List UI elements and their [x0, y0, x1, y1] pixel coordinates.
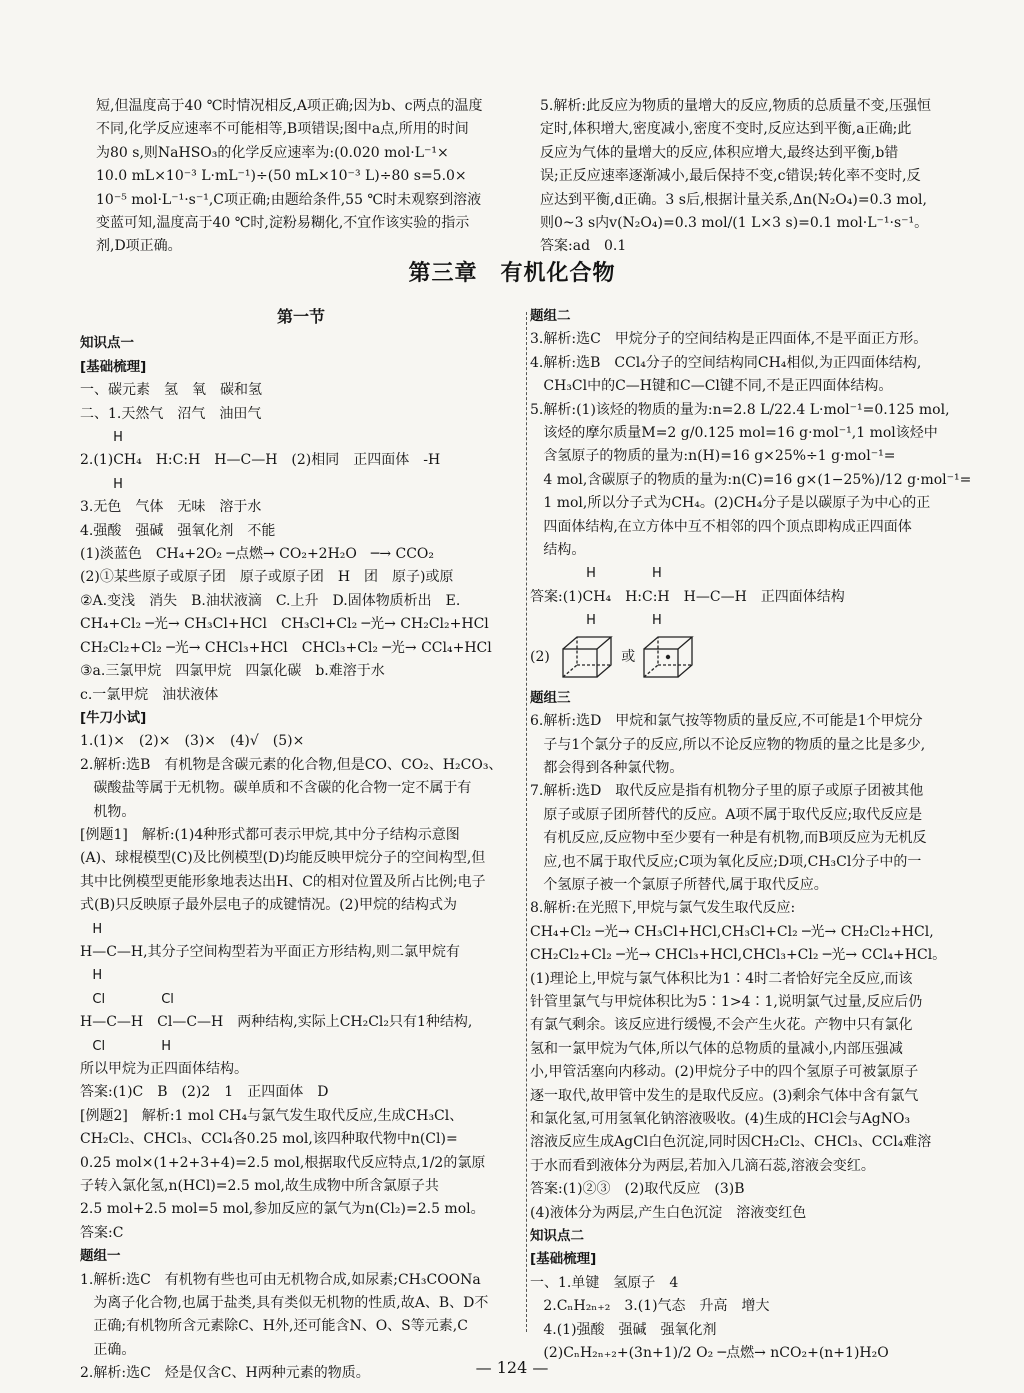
text-line: 一、碳元素 氢 氧 碳和氢 [80, 382, 262, 399]
right-column [530, 305, 972, 1365]
line [530, 1295, 972, 1318]
text-line: ②A.变浅 消失 B.油状液滴 C.上升 D.固体物质析出 E. [80, 592, 461, 609]
line [80, 496, 522, 519]
text-line: 变蓝可知,温度高于40 ℃时,淀粉易糊化,不宜作该实验的指示 [96, 215, 470, 232]
text-line: 10.0 mL×10⁻³ L·mL⁻¹)÷(50 mL×10⁻³ L)÷80 s=5.0× [96, 168, 467, 185]
line [530, 609, 972, 632]
text-line: [基础梳理] [530, 1251, 597, 1268]
line [80, 543, 522, 566]
text-line: 子与1个氯分子的反应,所以不论反应物的物质的量之比是多少, [530, 736, 926, 753]
line [96, 212, 520, 235]
text-line: 2.(1)CH₄ H:C:H H—C—H (2)相同 正四面体 -H [80, 452, 441, 469]
line [80, 1128, 522, 1151]
text-line: 有机反应,反应物中至少要有一种是有机物,而B项反应为无机反 [530, 830, 927, 847]
line [530, 445, 972, 468]
text-line: 题组二 [530, 308, 571, 324]
line [80, 1152, 522, 1175]
text-line: 6.解析:选D 甲烷和氯气按等物质的量反应,不可能是1个甲烷分 [530, 713, 923, 730]
line [540, 142, 972, 165]
line [530, 1225, 972, 1248]
line [80, 1035, 522, 1058]
line [80, 379, 522, 402]
line [80, 637, 522, 660]
line [530, 562, 972, 585]
line [80, 403, 522, 426]
text-line: 10⁻⁵ mol·L⁻¹·s⁻¹,C项正确;由题给条件,55 ℃时未观察到溶液 [96, 191, 482, 208]
text-line: 逐一取代,故甲管中发生的是取代反应。(3)剩余气体中含有氯气 [530, 1087, 919, 1104]
text-line: 2.5 mol+2.5 mol=5 mol,参加反应的氯气为n(Cl₂)=2.5 mol。 [80, 1201, 485, 1218]
text-line: 个氢原子被一个氯原子所替代,属于取代反应。 [530, 876, 828, 893]
text-line: 子转入氯化氢,n(HCl)=2.5 mol,故生成物中所含氯原子共 [80, 1178, 439, 1195]
line [80, 332, 522, 355]
text-line: 都会得到各种氯代物。 [530, 759, 684, 776]
line [80, 754, 522, 777]
text-line: 知识点二 [530, 1228, 584, 1245]
text-line: 7.解析:选D 取代反应是指有机物分子里的原子或原子团被其他 [530, 783, 924, 800]
or-label: 或 [616, 648, 640, 665]
text-line: 则0~3 s内v(N₂O₄)=0.3 mol/(1 L×3 s)=0.1 mol·L⁻¹·s⁻¹。 [540, 215, 929, 232]
text-line: 应,也不属于取代反应;C项为氧化反应;D项,CH₃Cl分子中的一 [530, 853, 922, 870]
line [530, 586, 972, 609]
line [80, 1175, 522, 1198]
text-line: 知识点一 [80, 335, 134, 352]
text-line: 0.25 mol×(1+2+3+4)=2.5 mol,根据取代反应特点,1/2的氯原 [80, 1154, 486, 1171]
text-line: CH₂Cl₂+Cl₂ ─光→ CHCl₃+HCl,CHCl₃+Cl₂ ─光→ CCl₄+HCl。 [530, 947, 947, 964]
text-line: [例题2] 解析:1 mol CH₄与氯气发生取代反应,生成CH₃Cl、 [80, 1107, 464, 1124]
text-line: 8.解析:在光照下,甲烷与氯气发生取代反应: [530, 900, 796, 917]
line [80, 1222, 522, 1245]
left-column [80, 305, 522, 1386]
text-line: 4.(1)强酸 强碱 强氧化剂 [530, 1321, 717, 1338]
line [96, 95, 520, 118]
text-line: H H [530, 566, 662, 582]
line [530, 851, 972, 874]
text-line: CH₂Cl₂、CHCl₃、CCl₄各0.25 mol,该四种取代物中n(Cl)= [80, 1131, 458, 1148]
text-line: 剂,D项正确。 [96, 238, 182, 255]
line [80, 520, 522, 543]
line [80, 871, 522, 894]
text-line: 2.解析:选C 烃是仅含C、H两种元素的物质。 [80, 1365, 370, 1382]
text-line: 为80 s,则NaHSO₃的化学反应速率为:(0.020 mol·L⁻¹× [96, 144, 449, 161]
text-line: 误;正反应速率逐渐减小,最后保持不变,c错误;转化率不变时,反 [540, 168, 921, 185]
line [530, 710, 972, 733]
top-left-column [96, 95, 520, 259]
line [530, 492, 972, 515]
line [80, 426, 522, 449]
line [540, 95, 972, 118]
text-line: 1.解析:选C 有机物有些也可由无机物合成,如尿素;CH₃COONa [80, 1271, 481, 1288]
text-line: H [80, 430, 123, 446]
text-line: 答案:(1)②③ (2)取代反应 (3)B [530, 1181, 745, 1198]
section-title: 第一节 [276, 307, 325, 326]
line [530, 1131, 972, 1154]
line [530, 399, 972, 422]
line [530, 1108, 972, 1131]
text-line: CH₂Cl₂+Cl₂ ─光→ CHCl₃+HCl CHCl₃+Cl₂ ─光→ CCl₄+HCl [80, 639, 492, 656]
line [530, 944, 972, 967]
text-line: 答案:(1)C B (2)2 1 正四面体 D [80, 1084, 329, 1101]
text-line: (A)、球棍模型(C)及比例模型(D)均能反映甲烷分子的空间构型,但 [80, 850, 486, 867]
line [96, 189, 520, 212]
text-line: 答案:C [80, 1224, 124, 1241]
text-line: (2)①某些原子或原子团 原子或原子团 H 团 原子)或原 [80, 569, 454, 586]
line [530, 874, 972, 897]
line [530, 1014, 972, 1037]
line [80, 566, 522, 589]
text-line: (1)淡蓝色 CH₄+2O₂ ─点燃→ CO₂+2H₂O ─→ CCO₂ [80, 546, 435, 563]
line [96, 142, 520, 165]
text-line: 结构。 [530, 542, 586, 559]
line [80, 613, 522, 636]
text-line: 题组三 [530, 689, 571, 706]
text-line: H—C—H Cl—C—H 两种结构,实际上CH₂Cl₂只有1种结构, [80, 1014, 473, 1031]
text-line: 不同,化学反应速率不可能相等,B项错误;图中a点,所用的时间 [96, 121, 469, 138]
line [530, 469, 972, 492]
text-line: 正确;有机物所含元素除C、H外,还可能含N、O、S等元素,C [80, 1318, 468, 1335]
line [80, 1198, 522, 1221]
chapter-title: 第三章 有机化合物 [408, 261, 616, 286]
text-line: 针管里氯气与甲烷体积比为5∶1>4∶1,说明氯气过量,反应后仍 [530, 993, 923, 1010]
line [530, 1085, 972, 1108]
line [80, 356, 522, 379]
text-line: 定时,体积增大,密度减小,密度不变时,反应达到平衡,a正确;此 [540, 121, 912, 138]
line [530, 1178, 972, 1201]
column-divider [526, 312, 527, 1332]
text-line: H—C—H,其分子空间构型若为平面正方形结构,则二氯甲烷有 [80, 943, 461, 960]
text-line: CH₄+Cl₂ ─光→ CH₃Cl+HCl CH₃Cl+Cl₂ ─光→ CH₂Cl₂+HCl [80, 616, 489, 633]
text-line: CH₄+Cl₂ ─光→ CH₃Cl+HCl,CH₃Cl+Cl₂ ─光→ CH₂Cl₂+HCl, [530, 923, 934, 940]
text-line: 反应为气体的量增大的反应,体积应增大,最终达到平衡,b错 [540, 144, 899, 161]
text-line: 5.解析:此反应为物质的量增大的反应,物质的总质量不变,压强恒 [540, 98, 931, 114]
line [80, 1269, 522, 1292]
line [530, 968, 972, 991]
text-line: 机物。 [80, 803, 136, 820]
text-line: 答案:(1)CH₄ H:C:H H—C—H 正四面体结构 [530, 588, 845, 605]
text-line: 四面体结构,在立方体中互不相邻的四个顶点即构成正四面体 [530, 518, 912, 535]
line [80, 1105, 522, 1128]
line [530, 1061, 972, 1084]
line [530, 1272, 972, 1295]
line [530, 804, 972, 827]
line [80, 1315, 522, 1338]
text-line: ③a.三氯甲烷 四氯甲烷 四氯化碳 b.难溶于水 [80, 663, 385, 680]
line [530, 328, 972, 351]
line [530, 633, 972, 687]
line [80, 824, 522, 847]
line [80, 1058, 522, 1081]
cube-diagram [640, 633, 698, 681]
text-line: 3.解析:选C 甲烷分子的空间结构是正四面体,不是平面正方形。 [530, 331, 928, 348]
text-line: H H [530, 613, 662, 629]
line [80, 847, 522, 870]
text-line: 正确。 [80, 1341, 136, 1358]
text-line: 2.解析:选B 有机物是含碳元素的化合物,但是CO、CO₂、H₂CO₃、 [80, 756, 503, 773]
text-line: 所以甲烷为正四面体结构。 [80, 1061, 248, 1077]
text-line: 4.解析:选B CCl₄分子的空间结构同CH₄相似,为正四面体结构, [530, 354, 922, 371]
text-line: (2)CₙH₂ₙ₊₂+(3n+1)/2 O₂ ─点燃→ nCO₂+(n+1)H₂O [530, 1345, 889, 1362]
line [80, 777, 522, 800]
text-line: 原子或原子团所替代的反应。A项不属于取代反应;取代反应是 [530, 806, 923, 823]
top-right-column [540, 95, 972, 259]
line [80, 894, 522, 917]
line [530, 1155, 972, 1178]
text-line: 短,但温度高于40 ℃时情况相反,A项正确;因为b、c两点的温度 [96, 98, 483, 114]
line [530, 757, 972, 780]
line [530, 780, 972, 803]
text-line: 小,甲管活塞向内移动。(2)甲烷分子中的四个氢原子可被氯原子 [530, 1064, 919, 1081]
line [80, 964, 522, 987]
text-line: 一、1.单键 氢原子 4 [530, 1274, 679, 1291]
line [80, 730, 522, 753]
text-line: [牛刀小试] [80, 709, 147, 726]
line [530, 1038, 972, 1061]
text-line: (4)液体分为两层,产生白色沉淀 溶液变红色 [530, 1204, 807, 1221]
line [80, 684, 522, 707]
text-line: 式(B)只反映原子最外层电子的成键情况。(2)甲烷的结构式为 [80, 897, 458, 914]
text-line: c.一氯甲烷 油状液体 [80, 686, 219, 703]
text-line: H [80, 968, 103, 984]
text-line: (1)理论上,甲烷与氯气体积比为1∶4时二者恰好完全反应,而该 [530, 970, 913, 987]
line [530, 422, 972, 445]
line [80, 988, 522, 1011]
text-line: 3.无色 气体 无味 溶于水 [80, 499, 262, 516]
text-line: [例题1] 解析:(1)4种形式都可表示甲烷,其中分子结构示意图 [80, 826, 460, 843]
text-line: 应达到平衡,d正确。3 s后,根据计量关系,Δn(N₂O₄)=0.3 mol, [540, 191, 927, 208]
line [96, 118, 520, 141]
line [80, 941, 522, 964]
text-line: 其中比例模型更能形象地表达出H、C的相对位置及所占比例;电子 [80, 873, 486, 890]
line [530, 1248, 972, 1271]
line [530, 921, 972, 944]
line [530, 991, 972, 1014]
line [530, 1319, 972, 1342]
text-line: 4.强酸 强碱 强氧化剂 不能 [80, 522, 276, 539]
text-line: 题组一 [80, 1248, 121, 1265]
text-line: CH₃Cl中的C—H键和C—Cl键不同,不是正四面体结构。 [530, 378, 893, 395]
line [80, 590, 522, 613]
text-line: 碳酸盐等属于无机物。碳单质和不含碳的化合物一定不属于有 [80, 780, 472, 797]
line [530, 734, 972, 757]
text-line: 含氢原子的物质的量为:n(H)=16 g×25%÷1 g·mol⁻¹= [530, 448, 896, 465]
text-line: (2) [530, 648, 550, 665]
line [80, 1011, 522, 1034]
line [540, 165, 972, 188]
text-line: 答案:ad 0.1 [540, 238, 627, 255]
text-line: Cl H [80, 1038, 172, 1054]
text-line: 为离子化合物,也属于盐类,具有类似无机物的性质,故A、B、D不 [80, 1295, 489, 1312]
text-line: 5.解析:(1)该烃的物质的量为:n=2.8 L/22.4 L·mol⁻¹=0.125 mol, [530, 401, 950, 418]
text-line: 该烃的摩尔质量M=2 g/0.125 mol=16 g·mol⁻¹,1 mol该烃中 [530, 425, 938, 442]
text-line: H [80, 921, 103, 937]
text-line: 二、1.天然气 沼气 油田气 [80, 405, 262, 422]
cube-diagram [559, 633, 617, 681]
line [80, 707, 522, 730]
text-line: 1.(1)× (2)× (3)× (4)√ (5)× [80, 733, 305, 750]
line [80, 918, 522, 941]
line [80, 449, 522, 472]
text-line: 和氯化氢,可用氢氧化钠溶液吸收。(4)生成的HCl会与AgNO₃ [530, 1111, 911, 1127]
line [530, 827, 972, 850]
text-line: [基础梳理] [80, 358, 147, 375]
text-line: 于水而看到液体分为两层,若加入几滴石蕊,溶液会变红。 [530, 1157, 875, 1174]
text-line: 2.CₙH₂ₙ₊₂ 3.(1)气态 升高 增大 [530, 1298, 770, 1315]
line [530, 352, 972, 375]
line [96, 165, 520, 188]
text-line: 氢和一氯甲烷为气体,所以气体的总物质的量减小,内部压强减 [530, 1040, 903, 1057]
page-number: — 124 — [475, 1358, 549, 1377]
text-line: 1 mol,所以分子式为CH₄。(2)CH₄分子是以碳原子为中心的正 [530, 495, 931, 512]
line [80, 473, 522, 496]
line [530, 897, 972, 920]
line [80, 1245, 522, 1268]
line [530, 687, 972, 710]
text-line: Cl Cl [80, 991, 174, 1007]
text-line: 有氯气剩余。该反应进行缓慢,不会产生火花。产物中只有氯化 [530, 1017, 913, 1034]
line [80, 660, 522, 683]
line [530, 1202, 972, 1225]
line [540, 212, 972, 235]
line [530, 516, 972, 539]
line [80, 1292, 522, 1315]
text-line: H [80, 476, 123, 492]
text-line: 溶液反应生成AgCl白色沉淀,同时因CH₂Cl₂、CHCl₃、CCl₄难溶 [530, 1134, 932, 1151]
line [80, 801, 522, 824]
line [530, 539, 972, 562]
line [540, 189, 972, 212]
line [530, 305, 972, 328]
text-line: 4 mol,含碳原子的物质的量为:n(C)=16 g×(1−25%)/12 g·mol⁻¹= [530, 471, 972, 488]
line [530, 375, 972, 398]
line [540, 118, 972, 141]
line [80, 1081, 522, 1104]
